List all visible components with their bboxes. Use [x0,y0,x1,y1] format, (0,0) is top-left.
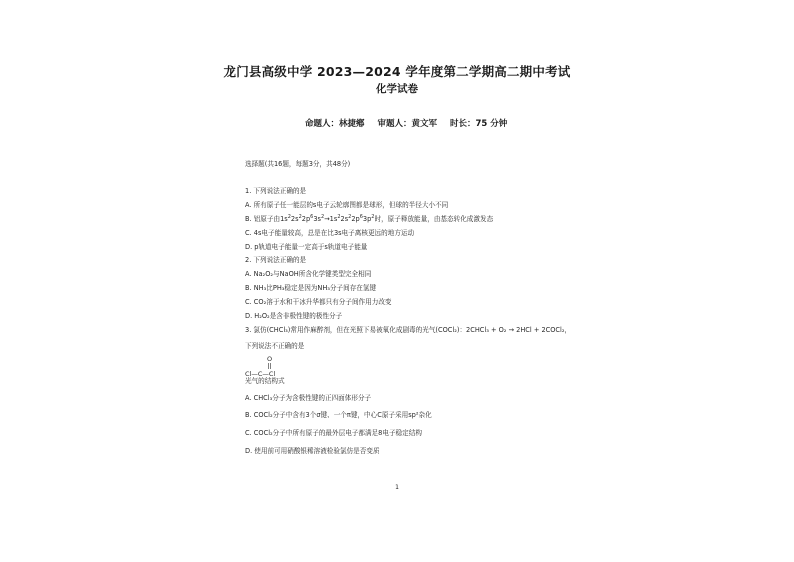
q3-option-b: B. COCl₂分子中含有3个σ键、一个π键，中心C原子采用sp²杂化 [245,411,432,419]
q2-option-c: C. CO₂溶于水和干冰升华都只有分子间作用力改变 [245,298,392,306]
structure-caption: 光气的结构式 [245,377,285,385]
q2-option-d: D. H₂O₂是含非极性键的极性分子 [245,312,343,320]
q1-b-part2: →1s [324,215,338,223]
q1-b-part3: 时，原子释放能量，由基态转化成激发态 [374,215,494,223]
reviewer: 审题人：黄文军 [377,119,437,129]
duration: 时长：75 分钟 [449,119,508,129]
q1-option-b: B. 铝原子由$1s^22s^22p^63s^2\to 1s^22s^22p^63p^2$时，原子释放能量，由基态转化成激发态 [245,213,494,223]
q1-b-part1: B. 铝原子由1s [245,215,288,223]
q3-stem: 3. 氯仿(CHCl₃)常用作麻醉剂，但在光照下易被氧化成剧毒的光气(COCl₂)：2CHCl₃ + O₂ → 2HCl + 2COCl₂， [245,326,572,334]
q2-option-b: B. NH₃比PH₃稳定是因为NH₃分子间存在氢键 [245,284,377,292]
q3-option-a: A. CHCl₃分子为含极性键的正四面体形分子 [245,394,372,402]
proposer: 命题人：林捷鄕 [305,119,365,129]
q2-option-a: A. Na₂O₂与NaOH所含化学键类型完全相同 [245,270,372,278]
q1-stem: 1. 下列说法正确的是 [245,187,307,195]
q3-option-c: C. COCl₂分子中所有原子的最外层电子都满足8电子稳定结构 [245,429,422,437]
exam-title: 龙门县高级中学 2023—2024 学年度第二学期高二期中考试 [223,64,571,79]
q3-option-d: D. 使用前可用硝酸银稀溶液检验氯仿是否变质 [245,447,380,455]
q1-option-d: D. p轨道电子能量一定高于s轨道电子能量 [245,243,368,251]
q1-option-a: A. 所有原子任一能层的s电子云轮廓图都是球形，但球的半径大小不同 [245,201,449,209]
exam-subject: 化学试卷 [376,83,418,95]
page-number: 1 [395,484,399,491]
q3-stem-continued: 下列说法不正确的是 [245,342,305,350]
structure-bond-line: Cl—C—Cl [245,370,276,378]
exam-meta [305,117,517,129]
structure-oxygen-label: O [267,355,273,363]
section-heading: 选择题(共16题，每题3分，共48分) [245,160,351,168]
q1-option-c: C. 4s电子能量较高，总是在比3s电子离核更远的地方运动 [245,229,415,237]
q2-stem: 2. 下列说法正确的是 [245,256,307,264]
